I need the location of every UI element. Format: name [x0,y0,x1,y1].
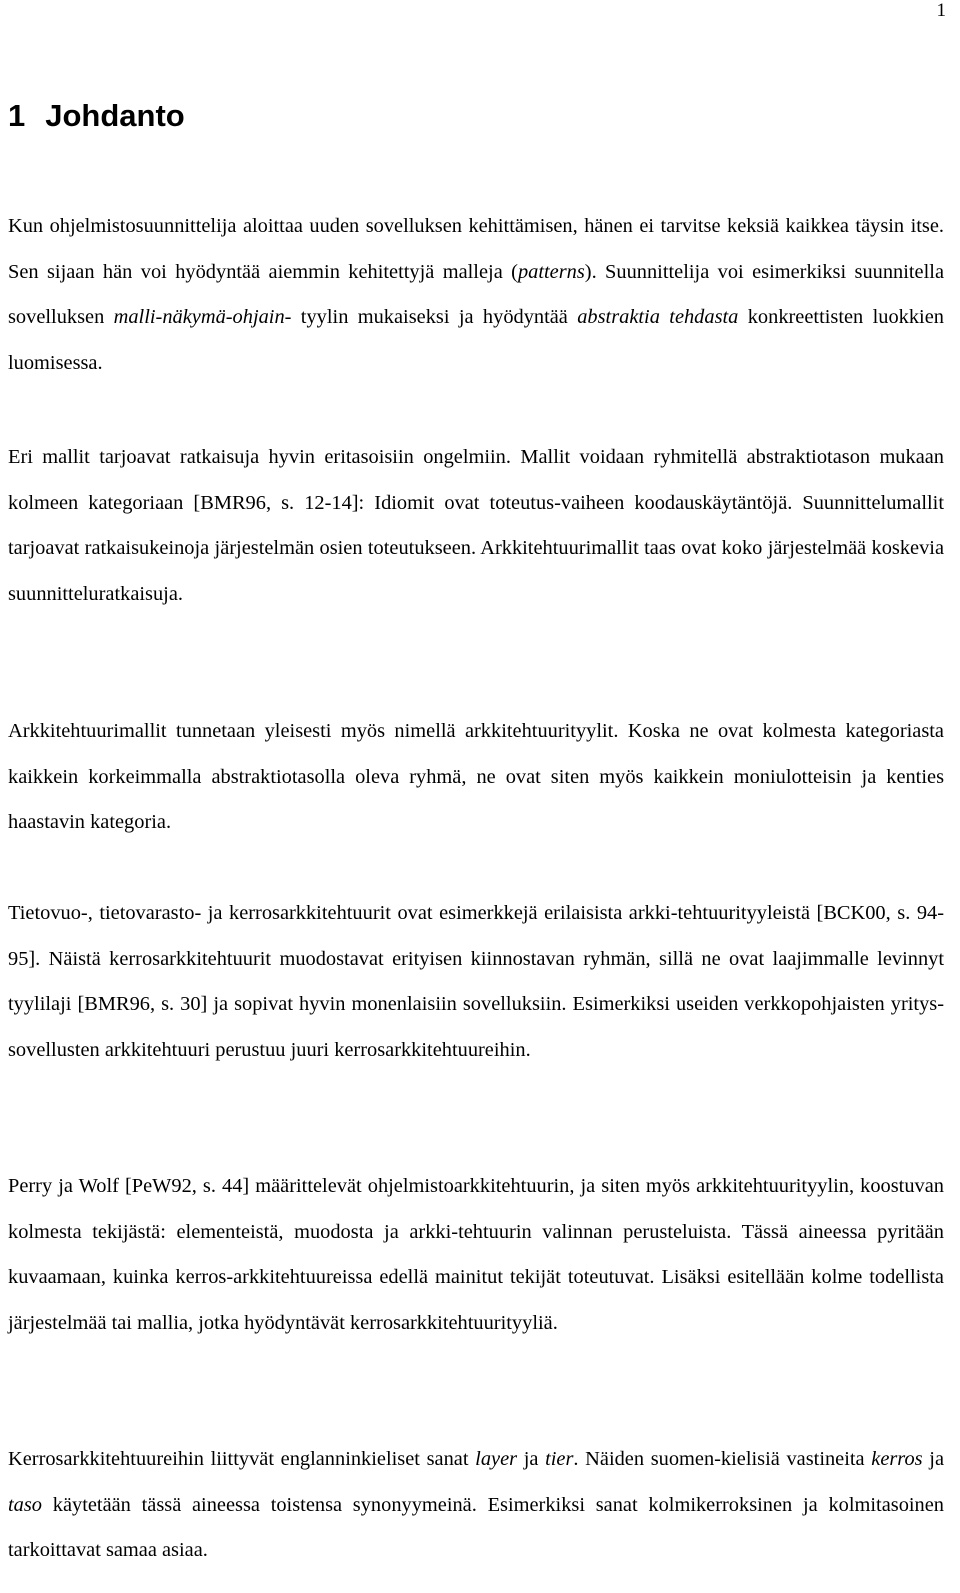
italic-term: kerros [871,1448,923,1470]
italic-term: taso [8,1493,42,1516]
chapter-title: Johdanto [45,98,185,133]
text-run: ja [922,1448,944,1470]
text-run: ja [517,1448,546,1470]
text-run: Kun ohjelmistosuunnittelija aloittaa uuden sovelluksen kehittämisen, hänen ei tarvitse keksiä kaikkea täysin itse. Sen sijaan hän voi hyödyntää aiemmin kehitettyjä malleja ( [8,215,944,283]
italic-term: abstraktia tehdasta [577,306,739,329]
italic-term: layer [475,1448,518,1470]
text-run: käytetään tässä aineessa toistensa synonyymeinä. Esimerkiksi sanat kolmikerroksinen ja kolmitasoinen tarkoittavat samaa asiaa. [8,1493,944,1562]
paragraph-perry-wolf: Perry ja Wolf [PeW92, s. 44] määrittelevät ohjelmistoarkkitehtuurin, ja siten myös arkkitehtuurityylin, koostuvan kolmesta tekijästä: elementeistä, muodosta ja arkki-tehtuurin valinnan perusteluista. Tässä aineessa pyritään kuvaamaan, kuinka kerros-arkkitehtuureissa edellä mainitut tekijät toteutuvat. Lisäksi esitellään kolme todellista järjestelmää tai mallia, jotka hyödyntävät kerrosarkkitehtuurityyliä. [8,1175,944,1334]
paragraph-pattern-categories: Eri mallit tarjoavat ratkaisuja hyvin eritasoisiin ongelmiin. Mallit voidaan ryhmitellä abstraktiotason mukaan kolmeen kategoriaan [BMR96, s. 12-14]: Idiomit ovat toteutus-vaiheen koodauskäytäntöjä. Suunnittelumallit tarjoavat ratkaisukeinoja järjestelmän osien toteutukseen. Arkkitehtuurimallit taas ovat koko järjestelmää koskevia suunnitteluratkaisuja. [8,446,944,605]
text-run: tyylin mukaiseksi ja hyödyntää [291,306,578,329]
paragraph-terminology [8,1437,944,1574]
page-number: 1 [936,0,946,21]
text-run: ). Suunnittelija voi esimerkiksi suunnitella sovelluksen [8,260,944,329]
italic-term: malli-näkymä-ohjain- [113,306,292,329]
italic-term: tier [545,1448,574,1470]
italic-term: patterns [517,260,585,283]
paragraph-intro [8,204,944,386]
text-run: Kerrosarkkitehtuureihin liittyvät englanninkieliset sanat [8,1448,476,1470]
chapter-heading [8,96,185,136]
paragraph-style-examples: Tietovuo-, tietovarasto- ja kerrosarkkitehtuurit ovat esimerkkejä erilaisista arkki-tehtuurityyleistä [BCK00, s. 94-95]. Näistä kerrosarkkitehtuurit muodostavat erityisen kiinnostavan ryhmän, sillä ne ovat laajimmalle levinnyt tyylilaji [BMR96, s. 30] ja sopivat hyvin monenlaisiin sovelluksiin. Esimerkiksi useiden verkkopohjaisten yritys-sovellusten arkkitehtuuri perustuu juuri kerrosarkkitehtuureihin. [8,902,944,1061]
text-run: konkreettisten luokkien luomisessa. [8,306,944,374]
paragraph-architecture-styles: Arkkitehtuurimallit tunnetaan yleisesti myös nimellä arkkitehtuurityylit. Koska ne ovat kolmesta kategoriasta kaikkein korkeimmalla abstraktiotasolla oleva ryhmä, ne ovat siten myös kaikkein moniulotteisin ja kenties haastavin kategoria. [8,720,944,834]
chapter-number: 1 [8,98,26,133]
text-run: . Näiden suomen-kielisiä vastineita [573,1448,872,1470]
